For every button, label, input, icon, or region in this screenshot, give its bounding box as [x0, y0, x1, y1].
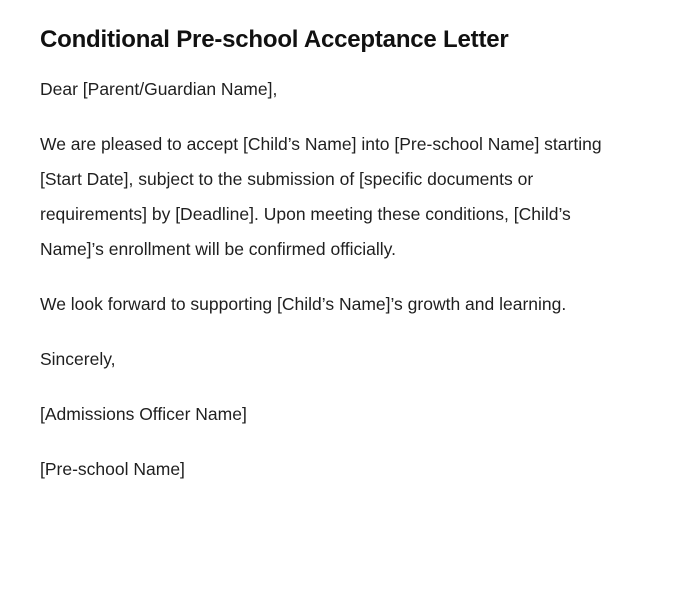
- signature-line-officer: [Admissions Officer Name]: [40, 403, 247, 424]
- page-title: Conditional Pre-school Acceptance Letter: [40, 26, 509, 53]
- body-paragraph-2: We look forward to supporting [Child’s Name]’s growth and learning.: [40, 293, 567, 314]
- signature-line-school: [Pre-school Name]: [40, 458, 185, 479]
- closing: Sincerely,: [40, 348, 116, 369]
- body-paragraph-1: We are pleased to accept [Child’s Name] into [Pre-school Name] starting [Start Date], subject to the submission of [specific documents or requirements] by [Deadline]. Upon meeting these conditions, [Child’s Name]’s enrollment will be confirmed officially.: [40, 133, 602, 259]
- salutation: Dear [Parent/Guardian Name],: [40, 78, 278, 99]
